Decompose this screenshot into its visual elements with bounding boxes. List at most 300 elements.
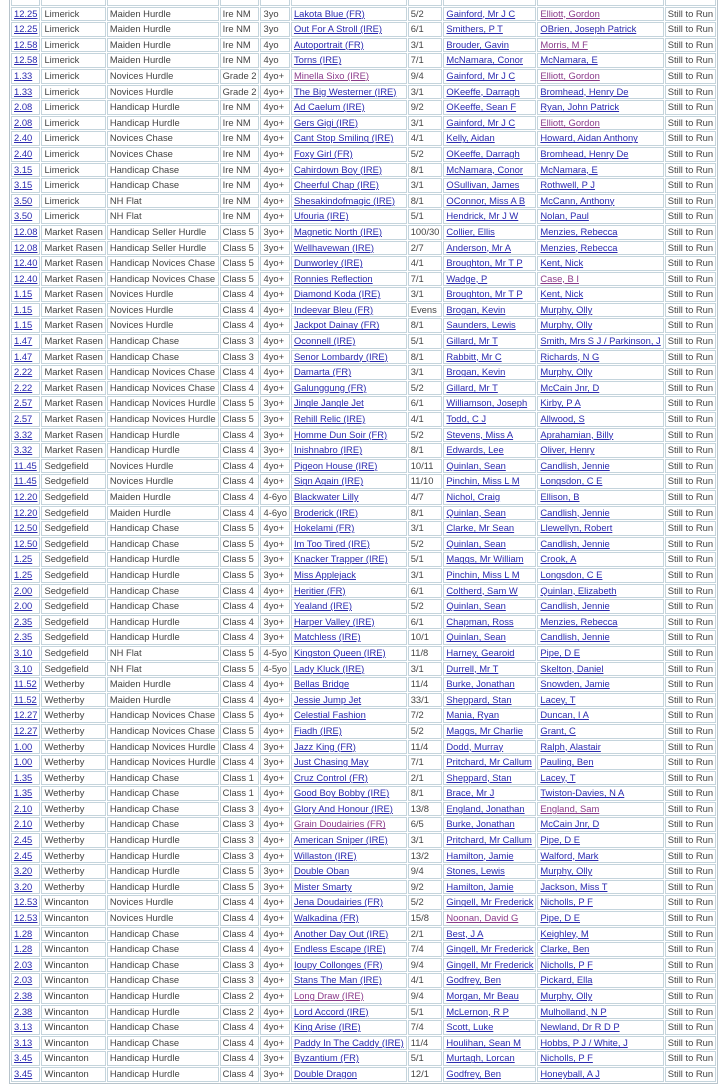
horse-link[interactable]: Just Chasing May	[293, 756, 369, 768]
trainer-link[interactable]: McCann, Anthony	[540, 194, 615, 206]
race-time-link[interactable]: 12.53	[14, 896, 38, 908]
horse-link[interactable]: Byzantium (FR)	[293, 1052, 360, 1064]
trainer-link[interactable]: Crook, A	[540, 553, 577, 565]
trainer-cell	[537, 428, 663, 443]
jockey-link[interactable]: Pinchin, Miss L M	[446, 568, 520, 580]
race-time-link[interactable]: 1.00	[14, 756, 33, 768]
race-time-link[interactable]: 2.22	[14, 366, 33, 378]
trainer-link[interactable]: Nicholls, P F	[540, 958, 593, 970]
trainer-link[interactable]: Twiston-Davies, N A	[540, 787, 625, 799]
jockey-link[interactable]: Broughton, Mr T P	[446, 257, 523, 269]
trainer-link[interactable]: Bromhead, Henry De	[540, 85, 629, 97]
horse-link[interactable]: Torns (IRE)	[293, 54, 342, 66]
race-time-link[interactable]: 12.27	[14, 724, 38, 736]
trainer-link[interactable]: Kent, Nick	[540, 257, 584, 269]
race-time-link[interactable]: 3.13	[14, 1036, 33, 1048]
jockey-link[interactable]: Dodd, Murray	[446, 740, 504, 752]
horse-link[interactable]: Hokelami (FR)	[293, 522, 355, 534]
horse-cell	[291, 552, 407, 567]
class-cell: Class 4	[220, 443, 260, 458]
trainer-link[interactable]: Quinlan, Elizabeth	[540, 584, 617, 596]
jockey-link[interactable]: Gillard, Mr T	[446, 381, 498, 393]
trainer-link[interactable]: Nicholls, P F	[540, 896, 593, 908]
horse-link[interactable]: Jessie Jump Jet	[293, 693, 362, 705]
jockey-link[interactable]: OConnor, Miss A B	[446, 194, 526, 206]
race-time-link[interactable]: 3.32	[14, 444, 33, 456]
jockey-link[interactable]: Saunders, Lewis	[446, 319, 516, 331]
trainer-link[interactable]: Candlish, Jennie	[540, 537, 610, 549]
horse-link[interactable]: Miss Applejack	[293, 568, 356, 580]
horse-link[interactable]: Fiadh (IRE)	[293, 724, 342, 736]
trainer-link[interactable]: Murphy, Olly	[540, 865, 593, 877]
race-time-link[interactable]: 2.40	[14, 147, 33, 159]
jockey-link[interactable]: Gainford, Mr J C	[446, 69, 516, 81]
jockey-link[interactable]: Gingell, Mr Frederick	[446, 896, 534, 908]
jockey-cell	[443, 1051, 536, 1066]
jockey-link[interactable]: McLernon, R P	[446, 1005, 509, 1017]
horse-link[interactable]: Mister Smarty	[293, 880, 352, 892]
trainer-link[interactable]: Pipe, D E	[540, 912, 581, 924]
jockey-link[interactable]: Godfrey, Ben	[446, 974, 501, 986]
horse-link[interactable]: Galunggung (FR)	[293, 381, 367, 393]
horse-link[interactable]: Senor Lombardy (IRE)	[293, 350, 388, 362]
jockey-link[interactable]: Gingell, Mr Frederick	[446, 958, 534, 970]
horse-link[interactable]: Damarta (FR)	[293, 366, 352, 378]
race-time-link[interactable]: 12.40	[14, 257, 38, 269]
race-time-link[interactable]: 1.35	[14, 771, 33, 783]
trainer-cell	[537, 771, 663, 786]
horse-link[interactable]: Endless Escape (IRE)	[293, 943, 386, 955]
race-time-link[interactable]: 2.45	[14, 849, 33, 861]
jockey-link[interactable]: Noonan, David G	[446, 912, 519, 924]
jockey-link[interactable]: OSullivan, James	[446, 179, 520, 191]
jockey-link[interactable]: England, Jonathan	[446, 802, 525, 814]
race-time-link[interactable]: 1.33	[14, 69, 33, 81]
race-time-link[interactable]: 2.08	[14, 101, 33, 113]
race-time-link[interactable]: 1.47	[14, 350, 33, 362]
trainer-link[interactable]: Candlish, Jennie	[540, 631, 610, 643]
jockey-link[interactable]: Gainford, Mr J C	[446, 7, 516, 19]
trainer-link[interactable]: Elliott, Gordon	[540, 7, 600, 19]
jockey-link[interactable]: Gingell, Mr Frederick	[446, 943, 534, 955]
jockey-link[interactable]: OKeeffe, Darragh	[446, 147, 520, 159]
trainer-link[interactable]: Elliott, Gordon	[540, 69, 600, 81]
jockey-link[interactable]: Kelly, Aidan	[446, 132, 495, 144]
jockey-link[interactable]: Sheppard, Stan	[446, 771, 512, 783]
race-time-link[interactable]: 12.40	[14, 272, 38, 284]
trainer-link[interactable]: Rothwell, P J	[540, 179, 595, 191]
jockey-link[interactable]: OKeeffe, Sean F	[446, 101, 517, 113]
trainer-link[interactable]: Allwood, S	[540, 413, 585, 425]
race-time-link[interactable]: 12.08	[14, 225, 38, 237]
horse-link[interactable]: King Arise (IRE)	[293, 1021, 361, 1033]
jockey-link[interactable]: Wadge, P	[446, 272, 488, 284]
jockey-link[interactable]: Harney, Gearoid	[446, 646, 515, 658]
horse-link[interactable]: Wellhavewan (IRE)	[293, 241, 375, 253]
horse-link[interactable]: Shesakindofmagic (IRE)	[293, 194, 396, 206]
jockey-link[interactable]: Gillard, Mr T	[446, 335, 498, 347]
jockey-link[interactable]: Broughton, Mr T P	[446, 288, 523, 300]
race-time-link[interactable]: 1.00	[14, 740, 33, 752]
trainer-link[interactable]: Grant, C	[540, 724, 576, 736]
jockey-link[interactable]: Quinlan, Sean	[446, 459, 506, 471]
time-cell	[11, 1036, 40, 1051]
jockey-link[interactable]: Pritchard, Mr Callum	[446, 756, 532, 768]
status-cell: Still to Run	[665, 318, 716, 333]
race-time-link[interactable]: 2.00	[14, 584, 33, 596]
jockey-link[interactable]: Murtagh, Lorcan	[446, 1052, 515, 1064]
horse-link[interactable]: Harper Valley (IRE)	[293, 615, 375, 627]
jockey-link[interactable]: Quinlan, Sean	[446, 631, 506, 643]
race-time-link[interactable]: 1.15	[14, 288, 33, 300]
horse-link[interactable]: Willaston (IRE)	[293, 849, 357, 861]
horse-link[interactable]: Rehill Relic (IRE)	[293, 413, 366, 425]
race-time-link[interactable]: 11.52	[14, 693, 37, 705]
jockey-link[interactable]: Burke, Jonathan	[446, 678, 515, 690]
jockey-link[interactable]: Hamilton, Jamie	[446, 849, 514, 861]
odds-cell: 11/4	[408, 1036, 443, 1051]
horse-link[interactable]: Lord Accord (IRE)	[293, 1005, 369, 1017]
race-time-link[interactable]: 12.25	[14, 23, 38, 35]
trainer-link[interactable]: Pauling, Ben	[540, 756, 594, 768]
horse-link[interactable]: Stans The Man (IRE)	[293, 974, 382, 986]
age-cell: 4yo+	[260, 817, 289, 832]
jockey-link[interactable]: Brogan, Kevin	[446, 366, 506, 378]
trainer-link[interactable]: England, Sam	[540, 802, 600, 814]
trainer-link[interactable]: Keighley, M	[540, 927, 589, 939]
trainer-cell	[537, 880, 663, 895]
horse-link[interactable]: Jingle Jangle Jet	[293, 397, 364, 409]
horse-link[interactable]: Cahirdown Boy (IRE)	[293, 163, 382, 175]
horse-link[interactable]: Dunworley (IRE)	[293, 257, 363, 269]
trainer-link[interactable]: Kent, Nick	[540, 288, 584, 300]
race-type-cell: Handicap Hurdle	[107, 428, 219, 443]
jockey-link[interactable]: Todd, C J	[446, 413, 487, 425]
race-time-link[interactable]: 2.35	[14, 631, 33, 643]
jockey-link[interactable]: Burke, Jonathan	[446, 818, 515, 830]
trainer-cell	[537, 895, 663, 910]
horse-link[interactable]: Lady Kluck (IRE)	[293, 662, 365, 674]
horse-link[interactable]: Glory And Honour (IRE)	[293, 802, 393, 814]
trainer-link[interactable]: Pipe, D E	[540, 834, 581, 846]
trainer-link[interactable]: Pipe, D E	[540, 646, 581, 658]
trainer-link[interactable]: OBrien, Joseph Patrick	[540, 23, 637, 35]
race-time-link[interactable]: 12.58	[14, 54, 38, 66]
horse-link[interactable]: Ioupy Collonges (FR)	[293, 958, 383, 970]
jockey-link[interactable]: Brogan, Kevin	[446, 303, 506, 315]
trainer-link[interactable]: Newland, Dr R D P	[540, 1021, 620, 1033]
jockey-link[interactable]: Clarke, Mr Sean	[446, 522, 515, 534]
race-time-link[interactable]: 1.25	[14, 568, 33, 580]
horse-link[interactable]: Jackpot Dainay (FR)	[293, 319, 380, 331]
jockey-link[interactable]: Stones, Lewis	[446, 865, 505, 877]
horse-cell	[291, 1067, 407, 1082]
horse-link[interactable]: Autoportrait (FR)	[293, 38, 364, 50]
race-time-link[interactable]: 2.57	[14, 397, 33, 409]
jockey-link[interactable]: Brace, Mr J	[446, 787, 495, 799]
race-time-link[interactable]: 1.25	[14, 553, 33, 565]
trainer-link[interactable]: Hobbs, P J / White, J	[540, 1036, 628, 1048]
race-time-link[interactable]: 1.47	[14, 335, 33, 347]
race-time-link[interactable]: 3.15	[14, 163, 33, 175]
horse-link[interactable]: Magnetic North (IRE)	[293, 225, 382, 237]
trainer-link[interactable]: Clarke, Ben	[540, 943, 590, 955]
jockey-link[interactable]: Hamilton, Jamie	[446, 880, 514, 892]
trainer-link[interactable]: McCain Jnr, D	[540, 381, 600, 393]
horse-link[interactable]: Broderick (IRE)	[293, 506, 359, 518]
horse-link[interactable]: Pigeon House (IRE)	[293, 459, 378, 471]
trainer-link[interactable]: Duncan, I A	[540, 709, 589, 721]
horse-link[interactable]: American Sniper (IRE)	[293, 834, 388, 846]
trainer-link[interactable]: Nicholls, P F	[540, 1052, 593, 1064]
jockey-link[interactable]: Anderson, Mr A	[446, 241, 512, 253]
race-time-link[interactable]: 3.10	[14, 662, 33, 674]
horse-link[interactable]: Blackwater Lilly	[293, 491, 359, 502]
trainer-link[interactable]: Murphy, Olly	[540, 990, 593, 1001]
horse-link[interactable]: Heritier (FR)	[293, 584, 346, 596]
race-time-link[interactable]: 12.58	[14, 38, 38, 50]
race-time-link[interactable]: 12.08	[14, 241, 38, 253]
race-time-link[interactable]: 1.28	[14, 927, 33, 939]
race-time-link[interactable]: 1.15	[14, 319, 33, 331]
course-cell: Wincanton	[41, 1036, 105, 1051]
trainer-link[interactable]: Morris, M F	[540, 38, 588, 50]
jockey-link[interactable]: Maggs, Mr William	[446, 553, 524, 565]
horse-link[interactable]: Good Boy Bobby (IRE)	[293, 787, 390, 799]
race-time-link[interactable]: 2.10	[14, 802, 33, 814]
race-time-link[interactable]: 2.45	[14, 834, 33, 846]
trainer-link[interactable]: Menzies, Rebecca	[540, 615, 618, 627]
jockey-link[interactable]: Pritchard, Mr Callum	[446, 834, 532, 846]
trainer-link[interactable]: Candlish, Jennie	[540, 506, 610, 518]
trainer-link[interactable]: Howard, Aidan Anthony	[540, 132, 638, 144]
trainer-link[interactable]: Murphy, Olly	[540, 366, 593, 378]
jockey-link[interactable]: Morgan, Mr Beau	[446, 990, 519, 1001]
race-time-link[interactable]: 3.32	[14, 428, 33, 440]
jockey-link[interactable]: Durrell, Mr T	[446, 662, 499, 674]
jockey-link[interactable]: Edwards, Lee	[446, 444, 504, 456]
jockey-link[interactable]: Stevens, Miss A	[446, 428, 514, 440]
horse-link[interactable]: Homme Dun Soir (FR)	[293, 428, 388, 440]
jockey-link[interactable]: Rabbitt, Mr C	[446, 350, 502, 362]
trainer-link[interactable]: Bromhead, Henry De	[540, 147, 629, 159]
trainer-link[interactable]: Jackson, Miss T	[540, 880, 608, 892]
race-time-link[interactable]: 1.33	[14, 85, 33, 97]
jockey-link[interactable]: Smithers, P T	[446, 23, 503, 35]
race-time-link[interactable]: 3.15	[14, 179, 33, 191]
horse-link[interactable]: The Big Westerner (IRE)	[293, 85, 397, 97]
trainer-link[interactable]: Longsdon, C E	[540, 475, 603, 487]
trainer-link[interactable]: Murphy, Olly	[540, 319, 593, 331]
horse-link[interactable]: Inishnabro (IRE)	[293, 444, 363, 456]
horse-link[interactable]: Another Day Out (IRE)	[293, 927, 389, 939]
race-time-link[interactable]: 2.10	[14, 818, 33, 830]
jockey-link[interactable]: McNamara, Conor	[446, 54, 523, 66]
trainer-link[interactable]: Kirby, P A	[540, 397, 581, 409]
horse-link[interactable]: Jazz King (FR)	[293, 740, 356, 752]
race-time-link[interactable]: 3.10	[14, 646, 33, 658]
race-time-link[interactable]: 2.03	[14, 974, 33, 986]
race-time-link[interactable]: 11.45	[14, 459, 37, 471]
jockey-link[interactable]: Hendrick, Mr J W	[446, 210, 519, 222]
jockey-link[interactable]: Best, J A	[446, 927, 484, 939]
trainer-link[interactable]: Lacey, T	[540, 693, 576, 705]
horse-link[interactable]: Gers Gigi (IRE)	[293, 116, 359, 128]
horse-link[interactable]: Minella Sixo (IRE)	[293, 69, 369, 81]
race-time-link[interactable]: 3.45	[14, 1067, 33, 1079]
jockey-link[interactable]: Collier, Ellis	[446, 225, 495, 237]
trainer-link[interactable]: Aprahamian, Billy	[540, 428, 614, 440]
race-time-link[interactable]: 12.20	[14, 506, 38, 518]
jockey-link[interactable]: Maggs, Mr Charlie	[446, 724, 523, 736]
jockey-link[interactable]: Godfrey, Ben	[446, 1067, 501, 1079]
trainer-link[interactable]: Menzies, Rebecca	[540, 241, 618, 253]
horse-link[interactable]: Paddy In The Caddy (IRE)	[293, 1036, 404, 1048]
trainer-link[interactable]: Ellison, B	[540, 491, 580, 502]
trainer-link[interactable]: Mulholland, N P	[540, 1005, 607, 1017]
trainer-link[interactable]: Pickard, Ella	[540, 974, 593, 986]
race-time-link[interactable]: 12.50	[14, 537, 38, 549]
horse-link[interactable]: Bellas Bridge	[293, 678, 350, 690]
race-time-link[interactable]: 3.45	[14, 1052, 33, 1064]
horse-link[interactable]: Walkadina (FR)	[293, 912, 359, 924]
horse-link[interactable]: Matchless (IRE)	[293, 631, 361, 643]
trainer-link[interactable]: Richards, N G	[540, 350, 600, 362]
trainer-link[interactable]: Longsdon, C E	[540, 568, 603, 580]
horse-link[interactable]: Ufouria (IRE)	[293, 210, 349, 222]
horse-link[interactable]: Kingston Queen (IRE)	[293, 646, 386, 658]
trainer-link[interactable]: Candlish, Jennie	[540, 459, 610, 471]
race-time-link[interactable]: 2.38	[14, 1005, 33, 1017]
trainer-link[interactable]: Elliott, Gordon	[540, 116, 600, 128]
horse-link[interactable]: Knacker Trapper (IRE)	[293, 553, 388, 565]
jockey-link[interactable]: Nichol, Craig	[446, 491, 501, 502]
trainer-link[interactable]: Walford, Mark	[540, 849, 599, 861]
time-cell	[11, 1051, 40, 1066]
trainer-link[interactable]: McNamara, E	[540, 163, 598, 175]
trainer-link[interactable]: Skelton, Daniel	[540, 662, 604, 674]
jockey-link[interactable]: Scott, Luke	[446, 1021, 494, 1033]
race-time-link[interactable]: 2.38	[14, 990, 33, 1001]
race-time-link[interactable]: 3.20	[14, 865, 33, 877]
trainer-link[interactable]: Oliver, Henry	[540, 444, 595, 456]
race-time-link[interactable]: 3.50	[14, 194, 33, 206]
jockey-link[interactable]: OKeeffe, Darragh	[446, 85, 520, 97]
jockey-link[interactable]: Gainford, Mr J C	[446, 116, 516, 128]
trainer-link[interactable]: Nolan, Paul	[540, 210, 589, 222]
jockey-link[interactable]: Williamson, Joseph	[446, 397, 528, 409]
jockey-cell	[443, 615, 536, 630]
trainer-link[interactable]: Candlish, Jennie	[540, 600, 610, 612]
status-cell: Still to Run	[665, 334, 716, 349]
race-time-link[interactable]: 3.13	[14, 1021, 33, 1033]
horse-link[interactable]: Lakota Blue (FR)	[293, 7, 365, 19]
horse-link[interactable]: Im Too Tired (IRE)	[293, 537, 370, 549]
table-row	[11, 817, 716, 832]
race-time-link[interactable]: 2.40	[14, 132, 33, 144]
horse-link[interactable]: Cruz Control (FR)	[293, 771, 368, 783]
horse-link[interactable]: Jena Doudairies (FR)	[293, 896, 384, 908]
jockey-link[interactable]: Coltherd, Sam W	[446, 584, 518, 596]
race-time-link[interactable]: 12.50	[14, 522, 38, 534]
horse-link[interactable]: Foxy Girl (FR)	[293, 147, 353, 159]
horse-link[interactable]: Sign Again (IRE)	[293, 475, 364, 487]
horse-link[interactable]: Oconnell (IRE)	[293, 335, 356, 347]
trainer-link[interactable]: Murphy, Olly	[540, 303, 593, 315]
horse-link[interactable]: Double Oban	[293, 865, 350, 877]
course-cell: Sedgefield	[41, 474, 105, 489]
horse-link[interactable]: Cheerful Chap (IRE)	[293, 179, 379, 191]
race-time-link[interactable]: 2.22	[14, 381, 33, 393]
race-time-link[interactable]: 3.50	[14, 210, 33, 222]
trainer-link[interactable]: McNamara, E	[540, 54, 598, 66]
trainer-link[interactable]: Case, B I	[540, 272, 579, 284]
jockey-link[interactable]: Quinlan, Sean	[446, 600, 506, 612]
trainer-link[interactable]: McCain Jnr, D	[540, 818, 600, 830]
horse-link[interactable]: Double Dragon	[293, 1067, 357, 1079]
jockey-link[interactable]: Sheppard, Stan	[446, 693, 512, 705]
jockey-link[interactable]: Houlihan, Sean M	[446, 1036, 521, 1048]
race-time-link[interactable]: 2.57	[14, 413, 33, 425]
horse-link[interactable]: Ad Caelum (IRE)	[293, 101, 365, 113]
horse-cell	[291, 895, 407, 910]
jockey-link[interactable]: McNamara, Conor	[446, 163, 523, 175]
race-time-link[interactable]: 12.20	[14, 491, 38, 502]
jockey-link[interactable]: Mania, Ryan	[446, 709, 500, 721]
class-cell: Class 4	[220, 1036, 260, 1051]
trainer-link[interactable]: Ralph, Alastair	[540, 740, 601, 752]
race-time-link[interactable]: 11.45	[14, 475, 37, 487]
horse-link[interactable]: Ronnies Reflection	[293, 272, 373, 284]
horse-link[interactable]: Yealand (IRE)	[293, 600, 352, 612]
horse-link[interactable]: Indeevar Bleu (FR)	[293, 303, 374, 315]
trainer-link[interactable]: Snowden, Jamie	[540, 678, 610, 690]
race-time-link[interactable]: 12.27	[14, 709, 38, 721]
race-time-link[interactable]: 11.52	[14, 678, 37, 690]
trainer-link[interactable]: Llewellyn, Robert	[540, 522, 613, 534]
jockey-link[interactable]: Quinlan, Sean	[446, 537, 506, 549]
jockey-link[interactable]: Brouder, Gavin	[446, 38, 509, 50]
trainer-link[interactable]: Lacey, T	[540, 771, 576, 783]
course-cell: Market Rasen	[41, 287, 105, 302]
race-time-link[interactable]: 1.15	[14, 303, 33, 315]
jockey-link[interactable]: Chapman, Ross	[446, 615, 514, 627]
race-time-link[interactable]: 3.20	[14, 880, 33, 892]
race-time-link[interactable]: 1.28	[14, 943, 33, 955]
race-time-link[interactable]: 2.00	[14, 600, 33, 612]
trainer-link[interactable]: Ryan, John Patrick	[540, 101, 620, 113]
trainer-link[interactable]: Menzies, Rebecca	[540, 225, 618, 237]
trainer-link[interactable]: Smith, Mrs S J / Parkinson, J	[540, 335, 661, 347]
race-time-link[interactable]: 12.25	[14, 7, 38, 19]
race-time-link[interactable]: 12.53	[14, 912, 38, 924]
race-time-link[interactable]: 2.35	[14, 615, 33, 627]
race-time-link[interactable]: 1.35	[14, 787, 33, 799]
race-time-link[interactable]: 2.03	[14, 958, 33, 970]
jockey-cell	[443, 303, 536, 318]
horse-link[interactable]: Grain Doudairies (FR)	[293, 818, 386, 830]
horse-link[interactable]: Cant Stop Smiling (IRE)	[293, 132, 394, 144]
jockey-link[interactable]: Pinchin, Miss L M	[446, 475, 520, 487]
horse-link[interactable]: Out For A Stroll (IRE)	[293, 23, 382, 35]
horse-link[interactable]: Diamond Koda (IRE)	[293, 288, 381, 300]
race-time-link[interactable]: 2.08	[14, 116, 33, 128]
horse-link[interactable]: Celestial Fashion	[293, 709, 366, 721]
jockey-link[interactable]: Quinlan, Sean	[446, 506, 506, 518]
horse-link[interactable]: Long Draw (IRE)	[293, 990, 364, 1001]
trainer-link[interactable]: Honeyball, A J	[540, 1067, 600, 1079]
course-cell: Sedgefield	[41, 599, 105, 614]
